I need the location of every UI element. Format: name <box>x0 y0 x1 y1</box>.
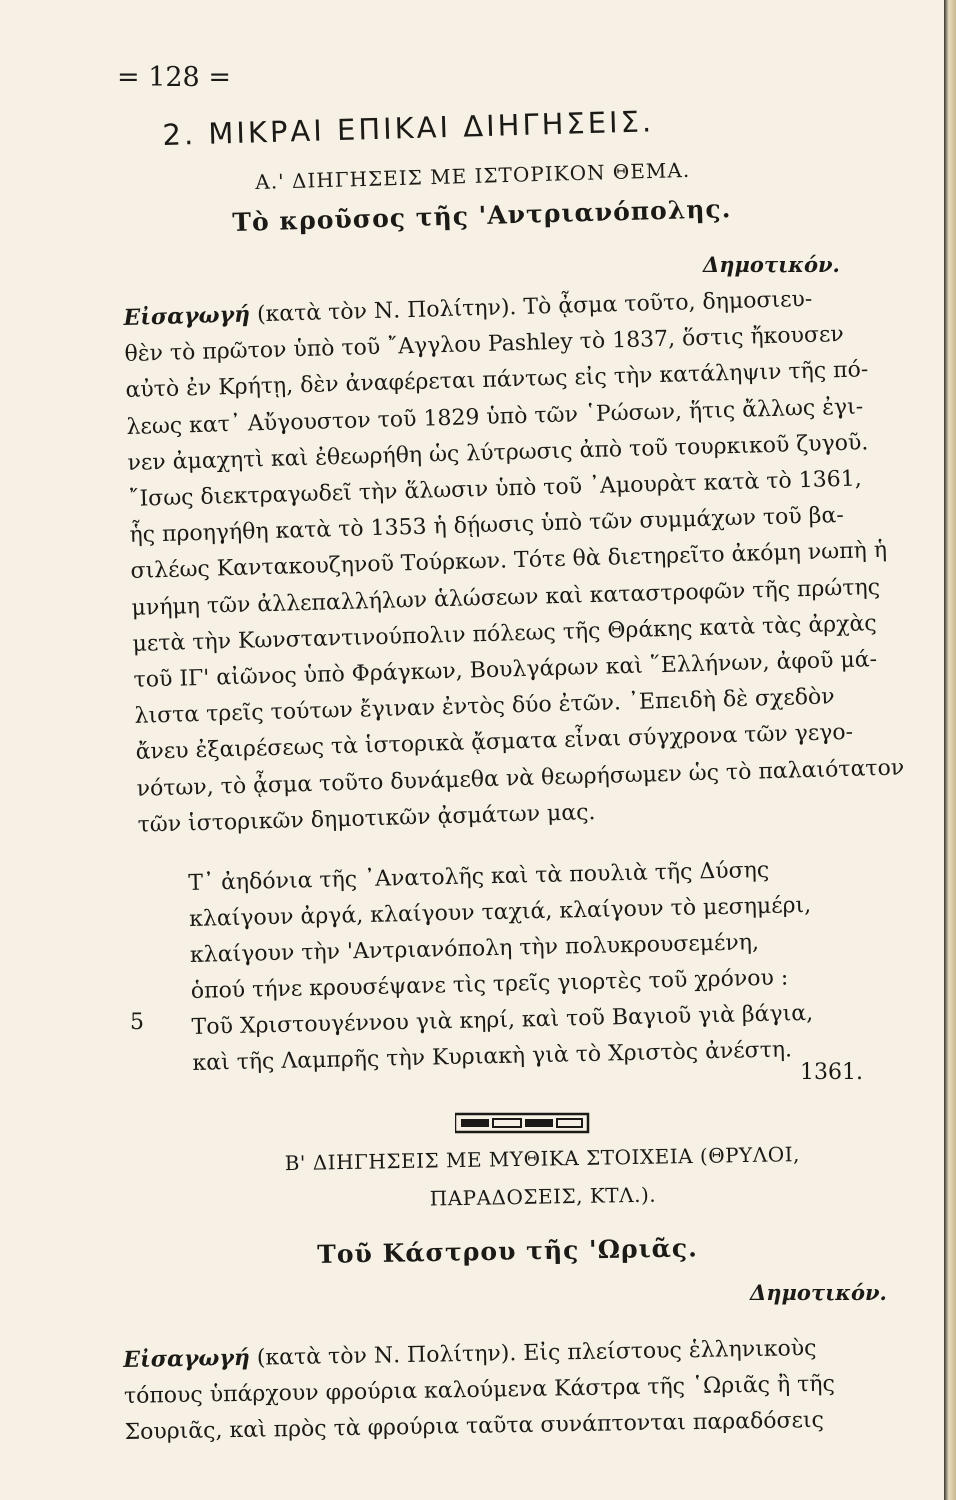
poem-line: ὁπού τήνε κρουσέψανε τὶς τρεῖς γιορτὲς τοῦ χρόνου : <box>190 965 789 1004</box>
song-year: 1361. <box>800 1060 863 1085</box>
song1-intro-line: σιλέως Καντακουζηνοῦ Τούρκων. Τότε θὰ διετηρεῖτο ἀκόμη νωπὴ ἡ <box>130 538 888 585</box>
subsection-b-heading <box>232 1134 853 1221</box>
poem-line: Τοῦ Χριστουγέννου γιὰ κηρί, καὶ τοῦ Βαγιοῦ γιὰ βάγια, <box>191 1000 814 1040</box>
song1-intro-lead: Εἰσαγωγή <box>123 301 251 331</box>
song1-intro-line: τῶν ἱστορικῶν δημοτικῶν ᾀσμάτων μας. <box>137 799 596 838</box>
song1-intro-line: θὲν τὸ πρῶτον ὑπὸ τοῦ ῎Αγγλου Pashley τὸ 1837, ὅστις ἤκουσεν <box>124 322 845 368</box>
subsection-a-heading: Α.' ΔΙΗΓΗΣΕΙΣ ΜΕ ΙΣΤΟΡΙΚΟΝ ΘΕΜΑ. <box>255 157 691 194</box>
poem-line-number: 5 <box>130 1010 144 1035</box>
song1-intro-line: ἄνευ ἐξαιρέσεως τὰ ἱστορικὰ ᾄσματα εἶναι σύγχρονα τῶν γεγο- <box>135 720 854 766</box>
song1-intro-line: ῎Ισως διεκτραγωδεῖ τὴν ἅλωσιν ὑπὸ τοῦ ᾿Αμουρὰτ κατὰ τὸ 1361, <box>128 466 863 512</box>
song2-title: Τοῦ Κάστρου τῆς 'Ωριᾶς. <box>317 1233 699 1269</box>
song1-intro-line: ἧς προηγήθη κατὰ τὸ 1353 ἡ δῄωσις ὑπὸ τῶν συμμάχων τοῦ βα- <box>129 503 845 549</box>
song2-label: Δημοτικόν. <box>750 1280 887 1305</box>
song1-intro-line: λεως κατ᾿ Αὔγουστον τοῦ 1829 ὑπὸ τῶν ῾Ρώσων, ἥτις ἄλλως ἐγι- <box>126 393 864 440</box>
subsection-b-line-2: ΠΑΡΑΔΟΣΕΙΣ, ΚΤΛ.). <box>429 1182 657 1211</box>
poem-line: κλαίγουν τὴν 'Αντριανόπολη τὴν πολυκρουσεμένη, <box>189 930 760 968</box>
song2-introduction <box>123 1328 925 1452</box>
song1-introduction <box>123 278 938 844</box>
section-title: 2. ΜΙΚΡΑΙ ΕΠΙΚΑΙ ΔΙΗΓΗΣΕΙΣ. <box>162 104 655 152</box>
song1-intro-line: μνήμη τῶν ἀλλεπαλλήλων ἁλώσεων καὶ καταστροφῶν τῆς πρώτης <box>131 574 881 621</box>
poem-line: κλαίγουν ἀργά, κλαίγουν ταχιά, κλαίγουν τὸ μεσημέρι, <box>188 892 812 932</box>
song1-poem <box>188 852 815 1082</box>
song2-intro-text: (κατὰ τὸν Ν. Πολίτην). Εἰς πλείστους ἑλληνικοὺς <box>256 1335 817 1371</box>
poem-line: Τ᾿ ἀηδόνια τῆς ᾿Ανατολῆς καὶ τὰ πουλιὰ τῆς Δύσης <box>188 857 770 896</box>
song1-intro-line: λιστα τρεῖς τούτων ἔγιναν ἐντὸς δύο ἐτῶν. ᾿Επειδὴ δὲ σχεδὸν <box>134 684 835 730</box>
song2-intro-line: τόπους ὑπάρχουν φρούρια καλούμενα Κάστρα τῆς ῾Ωριᾶς ἢ τῆς <box>123 1371 836 1410</box>
song1-intro-line: νεν ἀμαχητὶ καὶ ἐθεωρήθη ὡς λύτρωσις ἀπὸ τοῦ τουρκικοῦ ζυγοῦ. <box>127 430 869 476</box>
ornament-divider <box>455 1112 590 1134</box>
song1-intro-line: αὐτὸ ἐν Κρήτῃ, δὲν ἀναφέρεται πάντως εἰς τὴν κατάληψιν τῆς πό- <box>125 357 869 404</box>
song1-intro-line: νότων, τὸ ᾆσμα τοῦτο δυνάμεθα νὰ θεωρήσωμεν ὡς τὸ παλαιότατον <box>136 755 905 802</box>
page-number: = 128 = <box>117 62 231 93</box>
poem-line: καὶ τῆς Λαμπρῆς τὴν Κυριακὴ γιὰ τὸ Χριστὸς ἀνέστη. <box>192 1037 793 1076</box>
song1-intro-line: μετὰ τὴν Κωνσταντινούπολιν πόλεως τῆς Θράκης κατὰ τὰς ἀρχὰς <box>132 610 878 657</box>
song1-label: Δημοτικόν. <box>703 252 840 277</box>
song2-intro-lead: Εἰσαγωγή <box>123 1344 251 1373</box>
page-edge <box>944 0 956 1500</box>
song1-intro-text: (κατὰ τὸν Ν. Πολίτην). Τὸ ᾆσμα τοῦτο, δημοσιευ- <box>256 286 813 328</box>
song1-title: Τὸ κροῦσος τῆς 'Αντριανόπολης. <box>232 194 732 237</box>
song1-intro-line: τοῦ ΙΓ' αἰῶνος ὑπὸ Φράγκων, Βουλγάρων καὶ ῞Ελλήνων, ἀφοῦ μά- <box>133 647 878 693</box>
song2-intro-line: Σουριᾶς, καὶ πρὸς τὰ φρούρια ταῦτα συνάπτονται παραδόσεις <box>124 1408 825 1446</box>
subsection-b-line-1: Β' ΔΙΗΓΗΣΕΙΣ ΜΕ ΜΥΘΙΚΑ ΣΤΟΙΧΕΙΑ (ΘΡΥΛΟΙ, <box>284 1142 801 1176</box>
